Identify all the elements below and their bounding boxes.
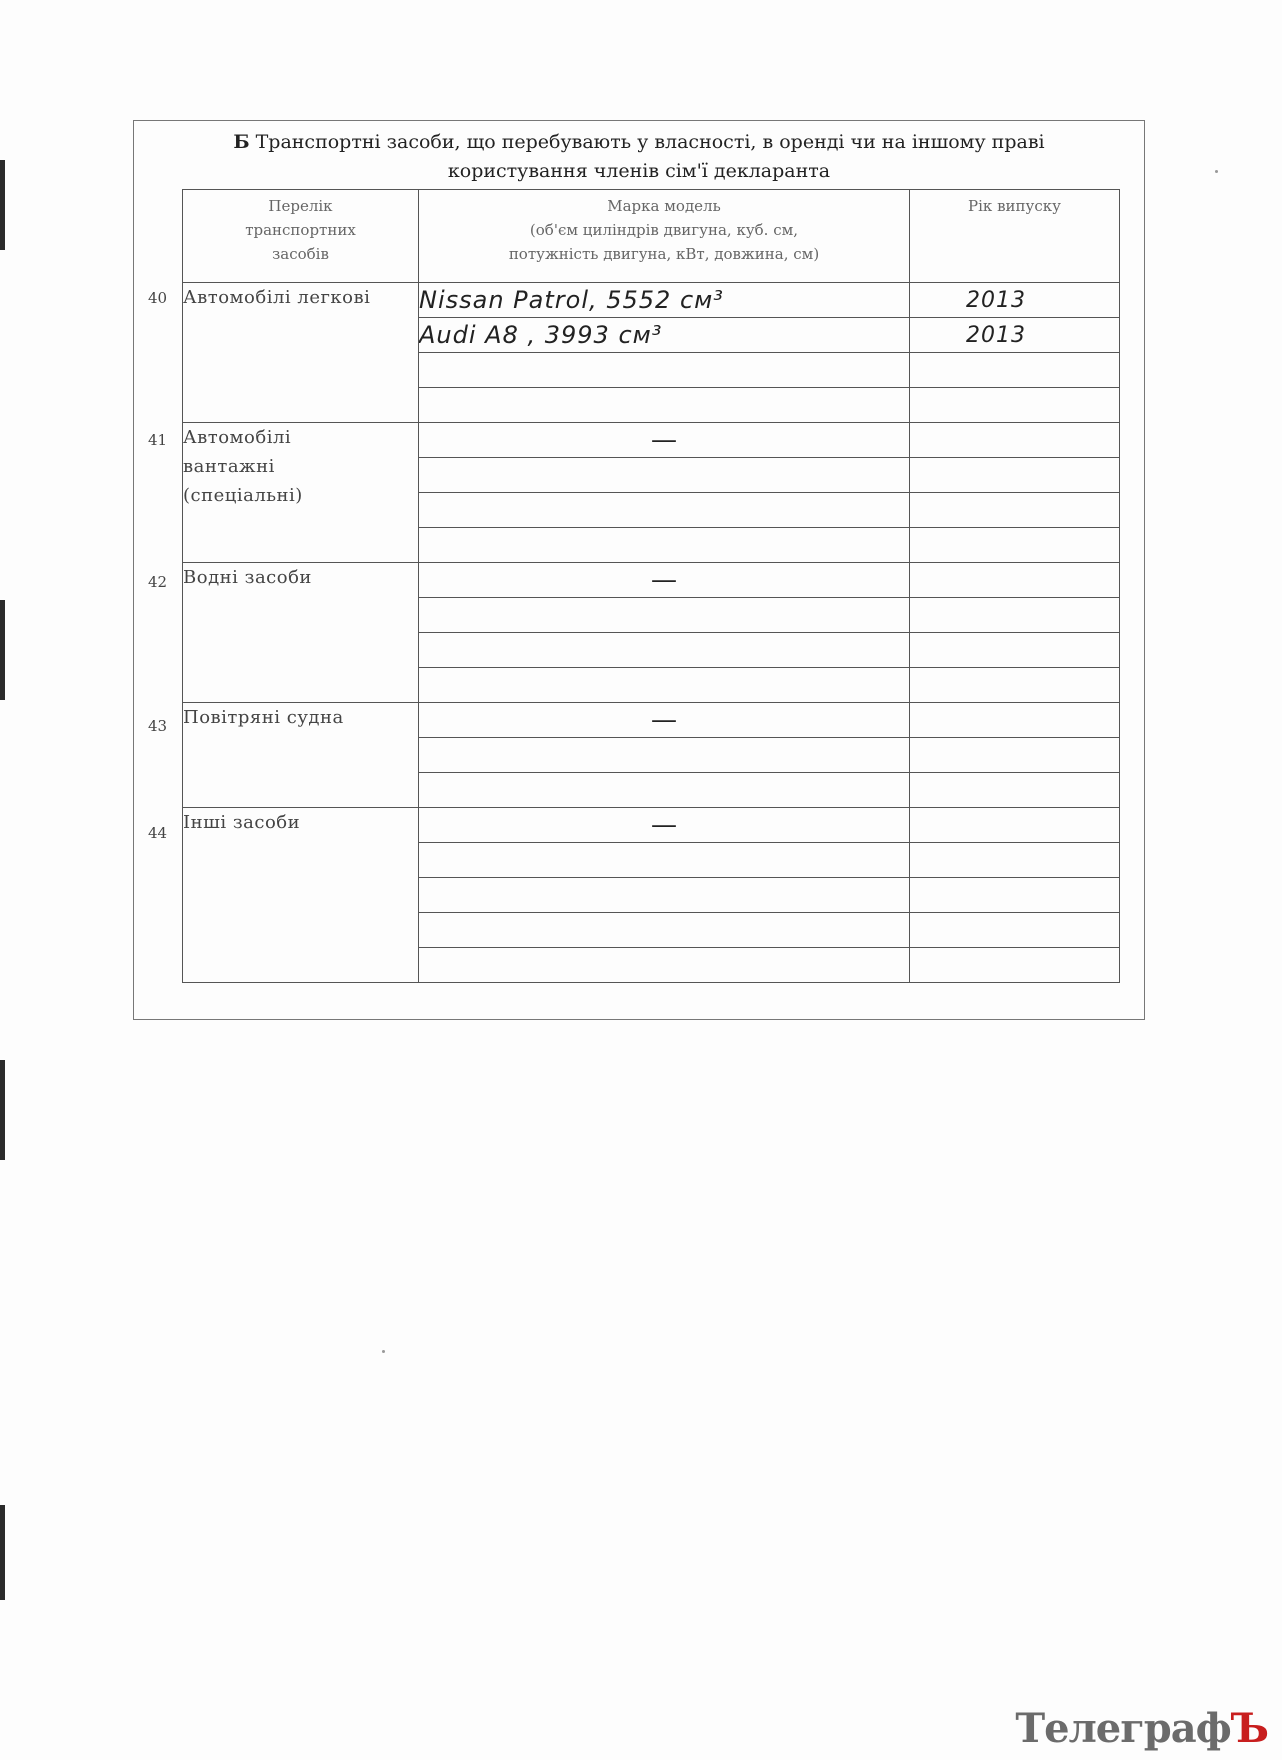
category-line: вантажні	[183, 456, 275, 477]
header-line: потужність двигуна, кВт, довжина, см)	[508, 245, 820, 263]
year-cell	[910, 563, 1120, 598]
model-cell	[419, 598, 910, 633]
scan-edge-mark	[0, 160, 5, 250]
category-passenger-cars: Автомобілі легкові	[183, 283, 419, 423]
year-cell	[910, 493, 1120, 528]
table-row	[183, 703, 1120, 738]
model-cell	[419, 353, 910, 388]
empty-dash: —	[419, 423, 910, 458]
row-number-41: 41	[148, 431, 168, 449]
year-cell	[910, 423, 1120, 458]
logo-text: Телеграф	[1015, 1705, 1231, 1752]
empty-dash: —	[419, 563, 910, 598]
empty-dash: —	[419, 808, 910, 843]
category-line: (спеціальні)	[183, 485, 303, 506]
model-cell	[419, 773, 910, 808]
year-cell: 2013	[910, 318, 1120, 353]
year-cell	[910, 878, 1120, 913]
row-number-40: 40	[148, 289, 168, 307]
table-row	[183, 808, 1120, 843]
section-title	[133, 128, 1145, 186]
table-row	[183, 283, 1120, 318]
year-cell	[910, 388, 1120, 423]
model-cell	[419, 878, 910, 913]
year-cell	[910, 843, 1120, 878]
header-vehicle-type	[183, 190, 419, 283]
model-cell: Nissan Patrol, 5552 см³	[419, 283, 910, 318]
category-other: Інші засоби	[183, 808, 419, 983]
table-row	[183, 423, 1120, 458]
row-number-43: 43	[148, 717, 168, 735]
category-aircraft: Повітряні судна	[183, 703, 419, 808]
section-title-line2: користування членів сім'ї декларанта	[447, 160, 831, 182]
model-cell: Audi A8 , 3993 см³	[419, 318, 910, 353]
header-line: Перелік	[268, 197, 333, 215]
scan-edge-mark	[0, 600, 5, 700]
header-line: Марка модель	[607, 197, 721, 215]
header-brand-model	[419, 190, 910, 283]
section-title-line1: Транспортні засоби, що перебувають у власності, в оренді чи на іншому праві	[255, 131, 1045, 153]
year-cell	[910, 773, 1120, 808]
empty-dash: —	[419, 703, 910, 738]
category-trucks	[183, 423, 419, 563]
year-cell	[910, 948, 1120, 983]
year-cell: 2013	[910, 283, 1120, 318]
header-line: засобів	[272, 245, 329, 263]
year-cell	[910, 668, 1120, 703]
model-cell	[419, 493, 910, 528]
scan-speck	[382, 1350, 385, 1353]
header-line: (об'єм циліндрів двигуна, куб. см,	[529, 221, 799, 239]
model-cell	[419, 633, 910, 668]
model-cell	[419, 913, 910, 948]
model-cell	[419, 458, 910, 493]
year-cell	[910, 353, 1120, 388]
row-number-42: 42	[148, 573, 168, 591]
scan-speck	[1215, 170, 1218, 173]
scan-edge-mark	[0, 1060, 5, 1160]
category-water-vehicles: Водні засоби	[183, 563, 419, 703]
model-cell	[419, 668, 910, 703]
year-cell	[910, 528, 1120, 563]
model-cell	[419, 738, 910, 773]
year-cell	[910, 458, 1120, 493]
vehicles-table	[182, 189, 1120, 983]
model-cell	[419, 388, 910, 423]
model-cell	[419, 528, 910, 563]
year-cell	[910, 808, 1120, 843]
scan-edge-mark	[0, 1505, 5, 1600]
year-cell	[910, 703, 1120, 738]
year-cell	[910, 913, 1120, 948]
section-letter: Б	[233, 131, 250, 153]
row-number-44: 44	[148, 824, 168, 842]
model-cell	[419, 843, 910, 878]
year-cell	[910, 633, 1120, 668]
model-cell	[419, 948, 910, 983]
year-cell	[910, 598, 1120, 633]
telegraf-logo	[1015, 1705, 1268, 1752]
category-line: Автомобілі	[183, 427, 292, 448]
year-cell	[910, 738, 1120, 773]
header-year: Рік випуску	[910, 190, 1120, 283]
header-line: транспортних	[245, 221, 356, 239]
table-row	[183, 563, 1120, 598]
table-header-row	[183, 190, 1120, 283]
logo-accent: Ъ	[1230, 1705, 1268, 1752]
